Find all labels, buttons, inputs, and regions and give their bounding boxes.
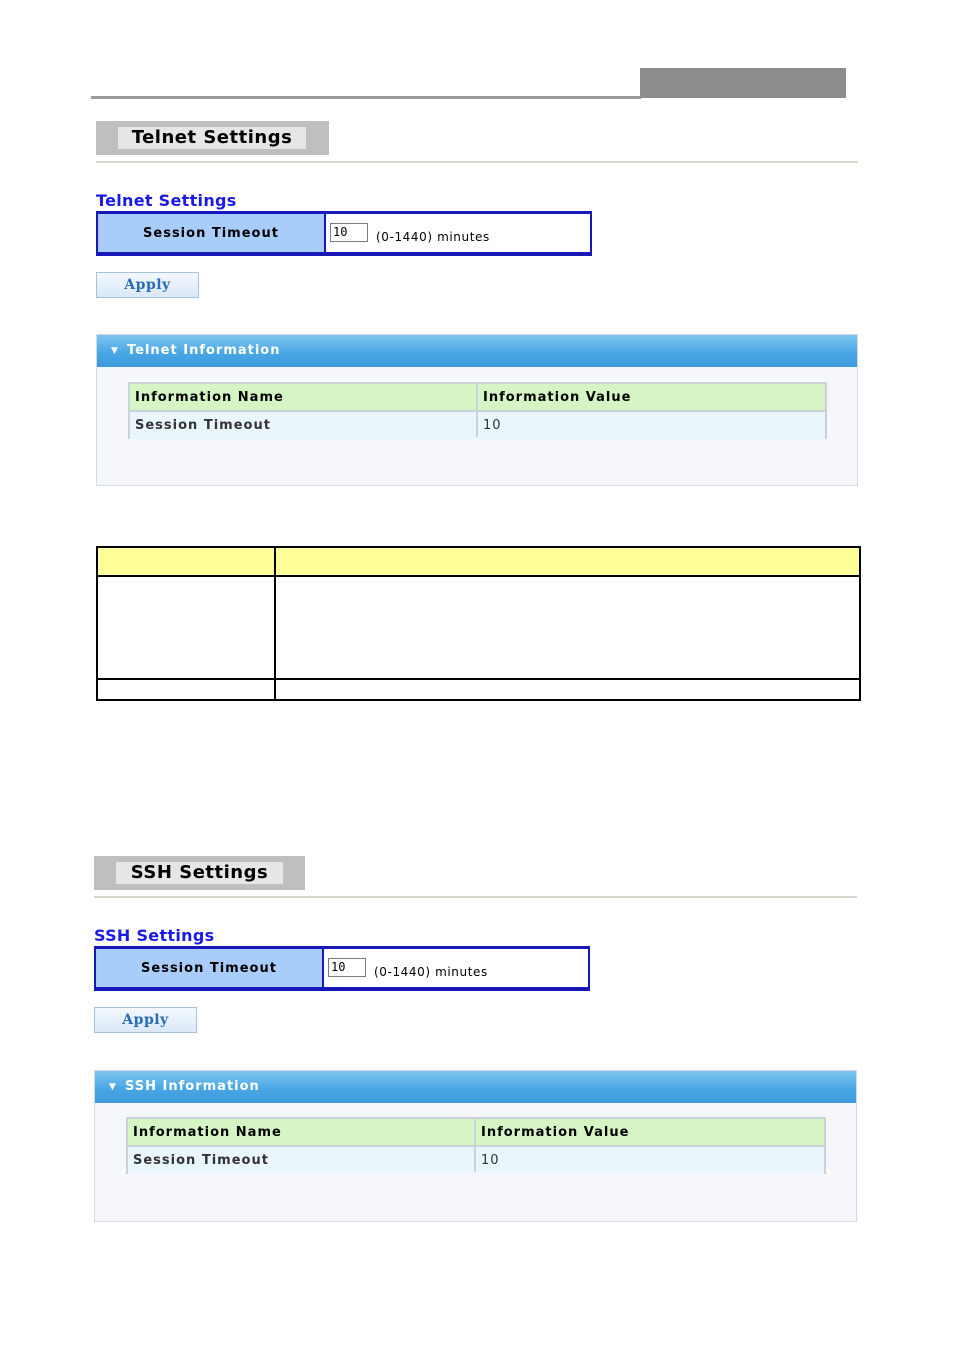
header-information-name: Information Name bbox=[135, 390, 284, 405]
parameter-description-table bbox=[96, 546, 861, 701]
telnet-form-title: Telnet Settings bbox=[96, 191, 237, 210]
telnet-info-panel-header[interactable] bbox=[97, 335, 857, 367]
ssh-section-rule bbox=[94, 896, 857, 898]
ssh-session-timeout-label: Session Timeout bbox=[96, 949, 324, 987]
caret-down-icon: ▼ bbox=[111, 346, 119, 356]
row-information-value: 10 bbox=[481, 1153, 500, 1168]
header-information-value: Information Value bbox=[483, 390, 632, 405]
ssh-form-title: SSH Settings bbox=[94, 926, 215, 945]
row-information-name: Session Timeout bbox=[133, 1153, 269, 1168]
ssh-apply-button[interactable]: Apply bbox=[94, 1007, 197, 1033]
ssh-session-timeout-input[interactable]: 10 bbox=[328, 958, 366, 977]
ssh-info-panel-header[interactable] bbox=[95, 1071, 856, 1103]
telnet-section-heading bbox=[96, 121, 329, 155]
telnet-section-heading-label: Telnet Settings bbox=[118, 127, 306, 149]
ssh-info-panel-title: SSH Information bbox=[125, 1079, 260, 1094]
telnet-info-panel-title: Telnet Information bbox=[127, 343, 281, 358]
telnet-session-timeout-label: Session Timeout bbox=[98, 214, 326, 252]
header-information-name: Information Name bbox=[133, 1125, 282, 1140]
ssh-section-heading-label: SSH Settings bbox=[116, 862, 283, 884]
telnet-apply-button[interactable]: Apply bbox=[96, 272, 199, 298]
ssh-session-timeout-hint: (0-1440) minutes bbox=[374, 965, 488, 979]
ssh-section-heading bbox=[94, 856, 305, 890]
header-block bbox=[640, 68, 846, 98]
table-row bbox=[128, 1147, 824, 1174]
table-header-row bbox=[128, 1119, 824, 1146]
row-information-name: Session Timeout bbox=[135, 418, 271, 433]
telnet-settings-form bbox=[96, 211, 592, 256]
ssh-info-panel bbox=[94, 1070, 857, 1222]
telnet-session-timeout-hint: (0-1440) minutes bbox=[376, 230, 490, 244]
ssh-settings-form bbox=[94, 946, 590, 991]
telnet-section-rule bbox=[96, 161, 858, 163]
parameter-table-header bbox=[98, 548, 859, 577]
header-information-value: Information Value bbox=[481, 1125, 630, 1140]
header-rule bbox=[91, 96, 641, 99]
caret-down-icon: ▼ bbox=[109, 1082, 117, 1092]
row-information-value: 10 bbox=[483, 418, 502, 433]
telnet-info-panel bbox=[96, 334, 858, 486]
telnet-info-table bbox=[128, 382, 827, 439]
ssh-info-table bbox=[126, 1117, 826, 1174]
telnet-session-timeout-input[interactable]: 10 bbox=[330, 223, 368, 242]
